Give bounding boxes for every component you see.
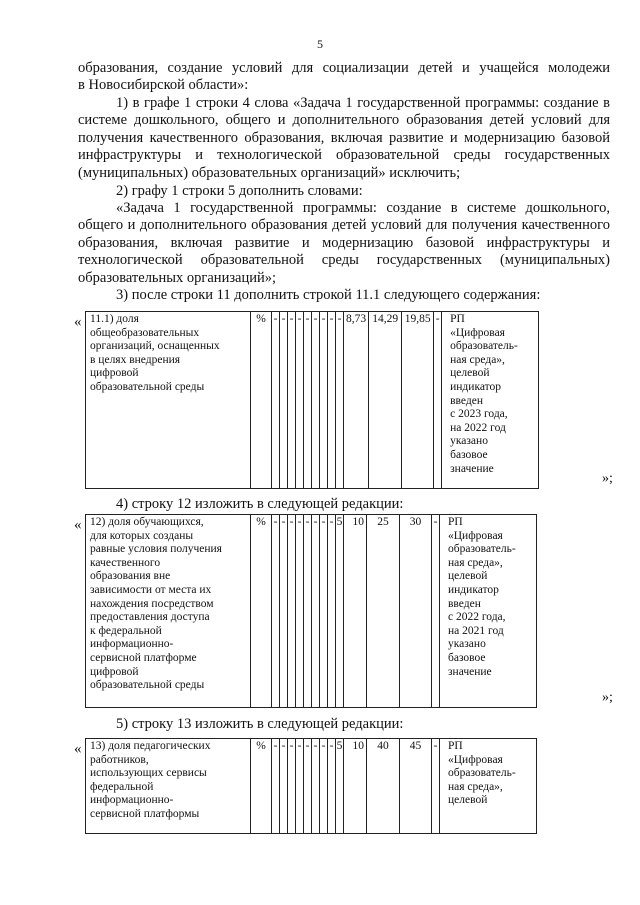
unit-cell: %: [251, 312, 272, 489]
open-quote-mark: «: [74, 741, 82, 757]
value-cell: -: [280, 515, 288, 708]
table-row: [86, 312, 539, 489]
value-cell: -: [280, 312, 288, 489]
value-cell: -: [288, 739, 296, 834]
value-cell: 45: [400, 739, 432, 834]
value-cell: -: [328, 515, 336, 708]
value-cell: -: [328, 312, 336, 489]
page-number: 5: [317, 37, 323, 51]
value-cell: 5: [336, 739, 344, 834]
item-2-quote-text: «Задача 1 государственной программы: создание в системе дошкольного, общего и дополнительного образования детей условий для получения качественного образования, включая развитие и модернизацию базовой инфраструктуры и технологической образовательной среды государственных (муниципальных) образовательных организаций»;: [78, 200, 610, 286]
value-cell: -: [328, 739, 336, 834]
value-cell: 19,85: [402, 312, 434, 489]
value-cell: -: [296, 312, 304, 489]
item-2-text: 2) графу 1 строки 5 дополнить словами:: [116, 183, 363, 199]
value-cell: 10: [344, 515, 367, 708]
value-cell: 8,73: [344, 312, 369, 489]
item-4-text: 4) строку 12 изложить в следующей редакции:: [116, 496, 404, 512]
value-cell: -: [320, 312, 328, 489]
indicator-name-cell: 13) доля педагогических работников, использующих сервисы федеральной информационно- сервисной платформы: [86, 739, 251, 834]
item-5-paragraph: [78, 716, 610, 733]
indicator-name-cell: 12) доля обучающихся, для которых созданы равные условия получения качественного образования вне зависимости от места их нахождения посредством предоставления доступа к федеральной информационно- сервисной платформе цифровой образовательной среды: [86, 515, 251, 708]
value-cell: -: [272, 312, 280, 489]
value-cell: -: [312, 312, 320, 489]
open-quote-mark: «: [74, 314, 82, 330]
value-cell: -: [304, 739, 312, 834]
row-13-table: [85, 738, 537, 834]
value-cell: -: [320, 515, 328, 708]
value-cell: -: [432, 515, 440, 708]
table-row: [86, 739, 537, 834]
row-12-table: [85, 514, 537, 708]
value-cell: -: [296, 515, 304, 708]
item-3-paragraph: [78, 287, 610, 304]
value-cell: 5: [336, 515, 344, 708]
item-1-text: 1) в графе 1 строки 4 слова «Задача 1 государственной программы: создание в системе дошкольного, общего и дополнительного образования детей условий для получения качественного образования, включая развитие и модернизацию базовой инфраструктуры и технологической образовательной среды государственных (муниципальных) образовательных организаций» исключить;: [78, 95, 610, 181]
value-cell: -: [320, 739, 328, 834]
close-quote-mark: »;: [602, 690, 613, 705]
value-cell: -: [304, 312, 312, 489]
item-5-text: 5) строку 13 изложить в следующей редакции:: [116, 716, 404, 732]
note-cell: РП «Цифровая образователь- ная среда», целевой индикатор введен с 2022 года, на 2021 год указано базовое значение: [440, 515, 537, 708]
item-2-paragraph: [78, 183, 610, 200]
item-2-quote-paragraph: [78, 200, 610, 287]
value-cell: -: [304, 515, 312, 708]
note-cell: РП «Цифровая образователь- ная среда», целевой: [440, 739, 537, 834]
value-cell: -: [288, 515, 296, 708]
intro-line-1: образования, создание условий для социализации детей и учащейся молодежи: [78, 60, 610, 76]
open-quote-mark: «: [74, 517, 82, 533]
item-3-text: 3) после строки 11 дополнить строкой 11.1 следующего содержания:: [116, 287, 541, 303]
value-cell: -: [272, 739, 280, 834]
item-1-paragraph: [78, 95, 610, 182]
value-cell: -: [312, 739, 320, 834]
value-cell: -: [434, 312, 442, 489]
close-quote-mark: »;: [602, 471, 613, 486]
value-cell: 30: [400, 515, 432, 708]
intro-line-2: в Новосибирской области»:: [78, 77, 249, 94]
row-11-1-table: [85, 311, 539, 489]
table-row: [86, 515, 537, 708]
value-cell: 25: [367, 515, 400, 708]
indicator-name-cell: 11.1) доля общеобразовательных организаций, оснащенных в целях внедрения цифровой образовательной среды: [86, 312, 251, 489]
value-cell: -: [312, 515, 320, 708]
item-4-paragraph: [78, 496, 610, 513]
unit-cell: %: [251, 515, 272, 708]
intro-paragraph: [78, 60, 610, 95]
value-cell: 10: [344, 739, 367, 834]
value-cell: 14,29: [369, 312, 402, 489]
value-cell: -: [432, 739, 440, 834]
value-cell: -: [336, 312, 344, 489]
value-cell: -: [296, 739, 304, 834]
value-cell: -: [280, 739, 288, 834]
value-cell: 40: [367, 739, 400, 834]
note-cell: РП «Цифровая образователь- ная среда», целевой индикатор введен с 2023 года, на 2022 год указано базовое значение: [442, 312, 539, 489]
value-cell: -: [272, 515, 280, 708]
unit-cell: %: [251, 739, 272, 834]
value-cell: -: [288, 312, 296, 489]
